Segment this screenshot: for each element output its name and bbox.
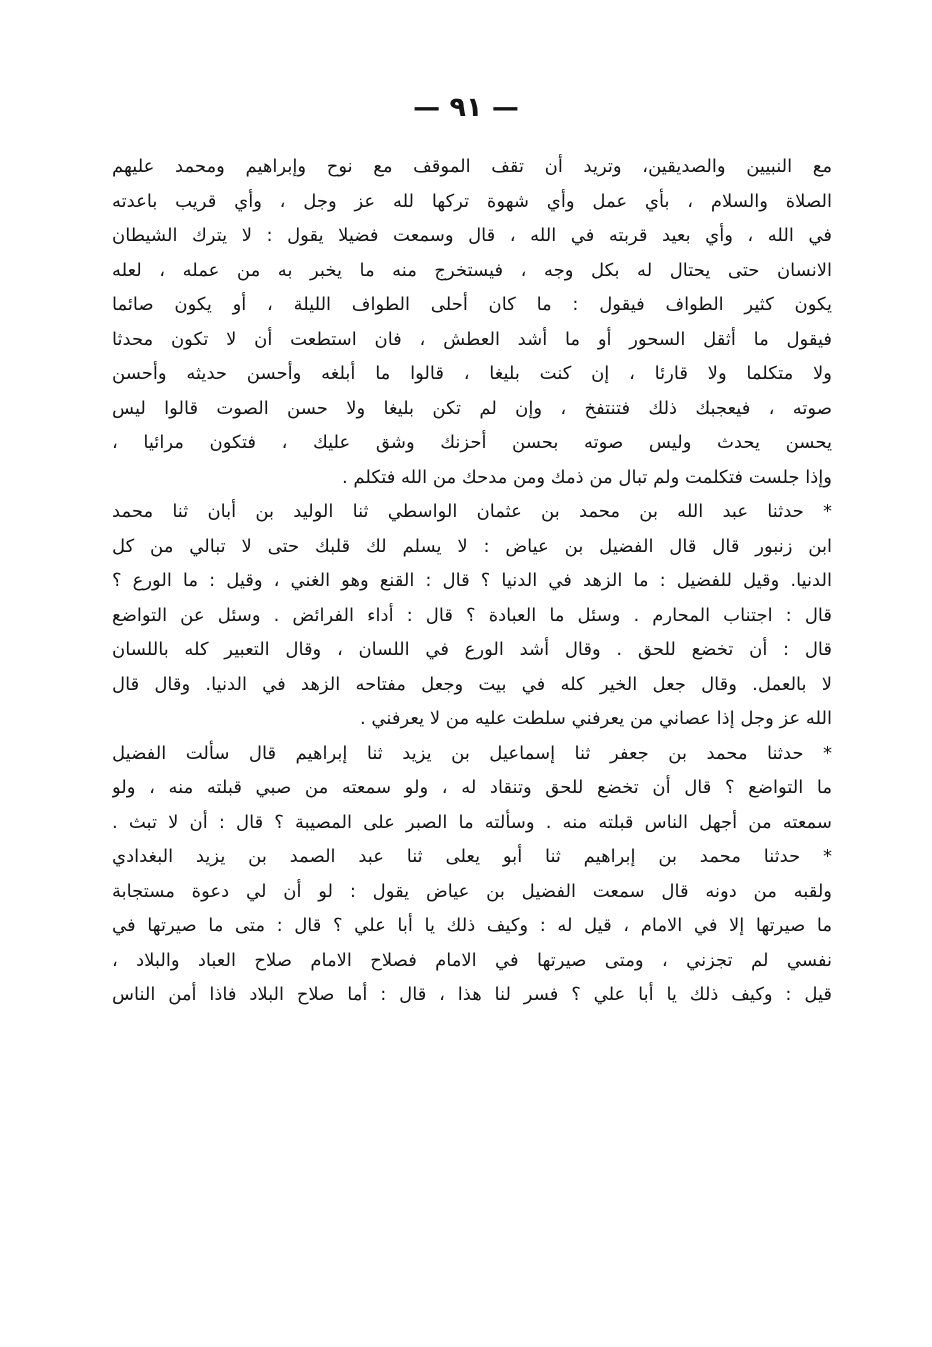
text-line: * حدثنا عبد الله بن محمد بن عثمان الواسطي ثنا الوليد بن أبان ثنا محمد [112,501,832,522]
text-line: وإذا جلست فتكلمت ولم تبال من ذمك ومن مدحك من الله فتكلم . [341,466,832,488]
text-line: فيقول ما أثقل السحور أو ما أشد العطش ، فان استطعت أن لا تكون محدثا [112,328,832,350]
text-line: ولا متكلما ولا قارئا ، إن كنت بليغا ، قالوا ما أبلغه وأحسن حديثه وأحسن [112,363,832,384]
text-line: في الله ، وأي بعيد قربته في الله ، قال وسمعت فضيلا يقول : لا يترك الشيطان [112,225,832,246]
text-line: الانسان حتى يحتال له بكل وجه ، فيستخرج منه ما يخبر به من عمله ، لعله [112,259,832,281]
text-line: * حدثنا محمد بن جعفر ثنا إسماعيل بن يزيد ثنا إبراهيم قال سألت الفضيل [112,742,832,764]
text-line: سمعته من أجهل الناس قبلته منه . وسألته ما الصبر على المصيبة ؟ قال : أن لا تبث . [112,811,832,833]
text-line: قال : اجتناب المحارم . وسئل ما العبادة ؟ قال : أداء الفرائض . وسئل عن التواضع [112,604,832,626]
text-line: مع النبيين والصديقين، وتريد أن تقف الموقف مع نوح وإبراهيم ومحمد عليهم [112,156,832,177]
body-text [112,150,832,1013]
text-line: ما صيرتها إلا في الامام ، قيل له : وكيف ذلك يا أبا علي ؟ قال : متى ما صيرتها في [112,915,832,936]
text-line: قال : أن تخضع للحق . وقال أشد الورع في اللسان ، وقال التعبير كله باللسان [112,639,832,660]
text-line: نفسي لم تجزني ، ومتى صيرتها في الامام فصلاح الامام صلاح العباد والبلاد ، [112,949,832,971]
text-line: صوته ، فيعجبك ذلك فتنتفخ ، وإن لم تكن بليغا ولا حسن الصوت قالوا ليس [112,397,832,419]
text-line: الدنيا. وقيل للفضيل : ما الزهد في الدنيا ؟ قال : القنع وهو الغني ، وقيل : ما الورع ؟ [112,570,832,591]
page-number: — ٩١ — [413,92,519,123]
text-line: ولقبه من دونه قال سمعت الفضيل بن عياض يقول : لو أن لي دعوة مستجابة [112,880,832,902]
text-line: الله عز وجل إذا عصاني من يعرفني سلطت عليه من لا يعرفني . [359,708,832,729]
text-line: ما التواضع ؟ قال أن تخضع للحق وتنقاد له ، ولو سمعته من صبي قبلته منه ، ولو [112,777,832,798]
text-line: يكون كثير الطواف فيقول : ما كان أحلى الطواف الليلة ، أو يكون صائما [112,294,832,315]
text-line: قيل : وكيف ذلك يا أبا علي ؟ فسر لنا هذا ، قال : أما صلاح البلاد فاذا أمن الناس [112,984,832,1005]
text-line: ابن زنبور قال قال الفضيل بن عياض : لا يسلم لك قلبك حتى لا تبالي من كل [112,535,832,557]
text-line: * حدثنا محمد بن إبراهيم ثنا أبو يعلى ثنا عبد الصمد بن يزيد البغدادي [112,846,832,867]
text-line: يحسن يحدث وليس صوته بحسن أحزنك وشق عليك ، فتكون مرائيا ، [112,432,832,453]
text-line: الصلاة والسلام ، بأي عمل وأي شهوة تركها لله عز وجل ، وأي قريب باعدته [112,190,832,212]
text-line: لا بالعمل. وقال جعل الخير كله في بيت وجعل مفتاحه الزهد في الدنيا. وقال قال [112,673,832,695]
